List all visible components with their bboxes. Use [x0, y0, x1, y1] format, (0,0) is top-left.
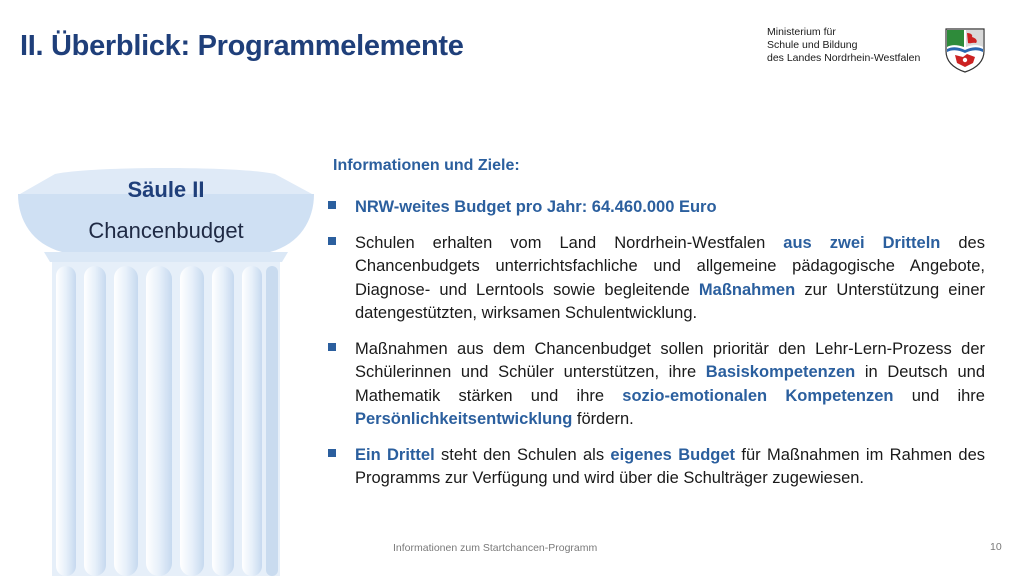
footer-text: Informationen zum Startchancen-Programm [393, 542, 598, 554]
highlight-text: Persönlichkeitsentwicklung [355, 410, 573, 428]
bullet-text [355, 444, 985, 491]
bullet-list [325, 196, 985, 503]
ministry-line: Schule und Bildung [767, 39, 858, 51]
highlight-text: sozio-emotionalen Kompetenzen [622, 386, 894, 405]
page-title: II. Überblick: Programmelemente [20, 30, 464, 62]
bullet-item [325, 444, 985, 491]
highlight-text: NRW-weites Budget pro Jahr: 64.460.000 Euro [355, 198, 717, 216]
body-text: zur Unterstützung einer datengestützten, wirksamen Schulentwicklung. [355, 280, 985, 322]
bullet-text [355, 338, 985, 432]
ministry-line: Ministerium für [767, 26, 836, 38]
bullet-text [355, 196, 985, 220]
page-number: 10 [990, 541, 1002, 553]
pillar-subtitle: Chancenbudget [88, 218, 244, 243]
body-text: steht den Schulen als [434, 445, 611, 464]
highlight-text: eigenes Budget [610, 445, 736, 464]
bullet-item [325, 196, 985, 220]
body-text: in Deutsch und Mathematik stärken und ihre [355, 363, 985, 405]
square-bullet-icon [328, 449, 336, 457]
section-heading: Informationen und Ziele: [333, 157, 520, 174]
square-bullet-icon [328, 237, 336, 245]
body-text: und ihre [893, 386, 985, 405]
highlight-text: Ein Drittel [355, 445, 435, 464]
body-text: Schulen erhalten vom Land Nordrhein-Westfalen [355, 233, 784, 252]
square-bullet-icon [328, 343, 336, 351]
highlight-text: Basiskompetenzen [705, 363, 856, 381]
column-pillar-icon [0, 140, 330, 576]
nrw-crest-icon [943, 27, 987, 73]
highlight-text: aus zwei Dritteln [783, 233, 941, 252]
bullet-item [325, 232, 985, 326]
highlight-text: Maßnahmen [698, 280, 796, 299]
bullet-item [325, 338, 985, 432]
ministry-name [767, 26, 920, 65]
body-text: für Maßnahmen im Rahmen des Programms zur Verfügung und wird über die Schulträger zugewiesen. [355, 445, 985, 487]
pillar-title: Säule II [127, 177, 205, 202]
bullet-text [355, 232, 985, 326]
square-bullet-icon [328, 201, 336, 209]
body-text: fördern. [572, 410, 634, 428]
body-text: Maßnahmen aus dem Chancenbudget sollen prioritär den Lehr-Lern-Prozess der Schülerinnen und Schüler unterstützen, ihre [355, 339, 985, 381]
body-text: des Chancenbudgets unterrichtsfachliche und allgemeine pädagogische Angebote, Diagnose- und Lerntools sowie begleitende [355, 233, 985, 299]
ministry-line: des Landes Nordrhein-Westfalen [767, 52, 921, 64]
